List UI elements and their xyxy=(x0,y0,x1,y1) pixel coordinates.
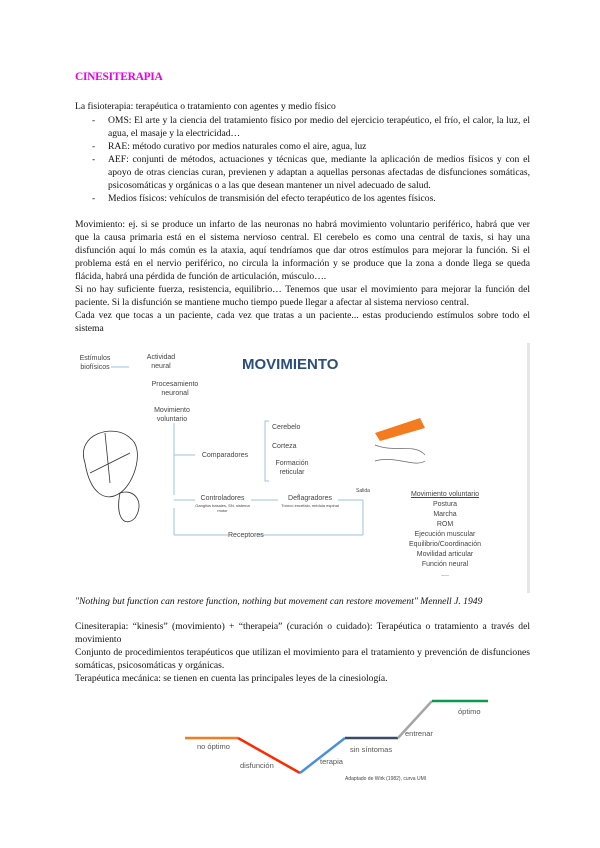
node-controladores: Controladores xyxy=(200,495,245,502)
diagram-title: MOVIMIENTO xyxy=(242,356,339,373)
definition-medios: Medios físicos: vehículos de transmisión del efecto terapéutico de los agentes físicos. xyxy=(108,193,436,204)
label-entrenar: entrenar xyxy=(405,729,433,738)
label-disfuncion: disfunción xyxy=(240,761,274,770)
list-item xyxy=(92,140,530,153)
definitions-list xyxy=(92,114,530,205)
list-item: Movilidad articular xyxy=(416,551,474,558)
curve-segment-terapia xyxy=(300,738,345,773)
label-optimo: óptimo xyxy=(458,707,481,716)
terapeutica-mecanica: Terapéutica mecánica: se tienen en cuenta las principales leyes de la cinesiología. xyxy=(75,673,388,684)
list-item xyxy=(92,192,530,205)
bullet: - xyxy=(92,141,96,152)
voluntario-list xyxy=(400,490,490,580)
movimiento-paragraph: Movimiento: ej. si se produce un infarto de las neuronas no habrá movimiento voluntario periférico, habrá que ver que la causa primaria está en el sistema nervioso central. El cerebelo es como una central de taxis, si hay una disfunción aquí lo más común es la ataxia, aquí tendríamos que dar otros estímulos para mejorar la función. Si el problema está en el nervio periférico, no circula la información y se produce que la zona a donde llega se queda flácida, habrá una pérdida de función de articulación, músculo…. xyxy=(75,219,530,282)
cinesiterapia-definition: Cinesiterapia: “kinesis” (movimiento) + “therapeia” (curación o cuidado): Terapéutica o tratamiento a través del movimiento xyxy=(75,621,530,645)
list-item: Función neural xyxy=(421,561,469,568)
conjunto-paragraph: Conjunto de procedimientos terapéuticos que utilizan el movimiento para el tratamiento y prevención de disfunciones somáticas, psicosomáticas y orgánicas. xyxy=(75,647,530,671)
brain-drawing xyxy=(83,431,139,522)
node-estimulos: Estímulos biofísicos xyxy=(79,355,111,371)
node-actividad: Actividad neural xyxy=(146,354,176,370)
list-item: ROM xyxy=(436,521,454,528)
estimulos-paragraph: Cada vez que tocas a un paciente, cada vez que tratas a un paciente... estas produciendo estímulos sobre todo el sistema xyxy=(75,310,530,334)
controladores-sub: Ganglios basales, SN, sistema motor xyxy=(195,503,250,513)
node-deflagradores: Deflagradores xyxy=(288,495,332,502)
list-item: Ejecución muscular xyxy=(414,531,476,538)
bullet: - xyxy=(92,193,96,204)
deflagradores-sub: Tronco encéfalo, médula espinal xyxy=(281,503,339,508)
voluntario-list-title: Movimiento voluntario xyxy=(410,491,480,498)
curve-caption: Adaptado de Wirk (1982), curva UMI xyxy=(345,776,427,782)
document-title: CINESITERAPIA xyxy=(75,71,163,83)
node-cerebelo: Cerebelo xyxy=(272,424,301,431)
list-item: .... xyxy=(441,571,449,578)
quote: "Nothing but function can restore function, nothing but movement can restore movement" Mennell J. 1949 xyxy=(75,596,483,607)
fuerza-paragraph: Si no hay suficiente fuerza, resistencia, equilibrio… Tenemos que usar el movimiento para mejorar la función del paciente. Si la disfunción se mantiene mucho tiempo puede llegar a afectar al sistema nervioso central. xyxy=(75,284,530,308)
list-item: Postura xyxy=(432,501,458,508)
list-item: Marcha xyxy=(433,511,457,518)
bullet: - xyxy=(92,154,96,165)
label-sin-sintomas: sin síntomas xyxy=(350,745,393,754)
bullet: - xyxy=(92,115,96,126)
umi-curve xyxy=(180,695,500,795)
node-receptores: Receptores xyxy=(228,532,264,539)
node-comparadores: Comparadores xyxy=(201,452,249,459)
label-terapia: terapia xyxy=(320,757,343,766)
definition-rae: RAE: método curativo por medios naturales como el aire, agua, luz xyxy=(108,141,367,152)
node-formacion: Formación reticular xyxy=(275,460,309,476)
movimiento-diagram xyxy=(75,343,530,593)
muscle-drawing xyxy=(375,418,425,463)
node-voluntario: Movimiento voluntario xyxy=(154,407,190,423)
list-item: Equilibrio/Coordinación xyxy=(409,541,481,548)
list-item xyxy=(92,153,530,192)
node-salida: Salida xyxy=(356,488,370,494)
definition-oms: OMS: El arte y la ciencia del tratamiento físico por medio del ejercicio terapéutico, el frío, el calor, la luz, el agua, el masaje y la electricidad… xyxy=(108,115,530,139)
node-procesamiento: Procesamiento neuronal xyxy=(151,381,199,397)
node-corteza: Corteza xyxy=(272,443,297,450)
label-no-optimo: no óptimo xyxy=(197,742,230,751)
definition-aef: AEF: conjunti de métodos, actuaciones y técnicas que, mediante la aplicación de medios físicos y con el apoyo de otras ciencias curan, previenen y adaptan a aquellas personas afectadas de disfunciones somáticas, psicosomáticas y orgánicas o a las que desean mantener un nivel adecuado de salud. xyxy=(108,154,530,191)
intro-text: La fisioterapia: terapéutica o tratamiento con agentes y medio físico xyxy=(75,101,336,112)
list-item xyxy=(92,114,530,140)
